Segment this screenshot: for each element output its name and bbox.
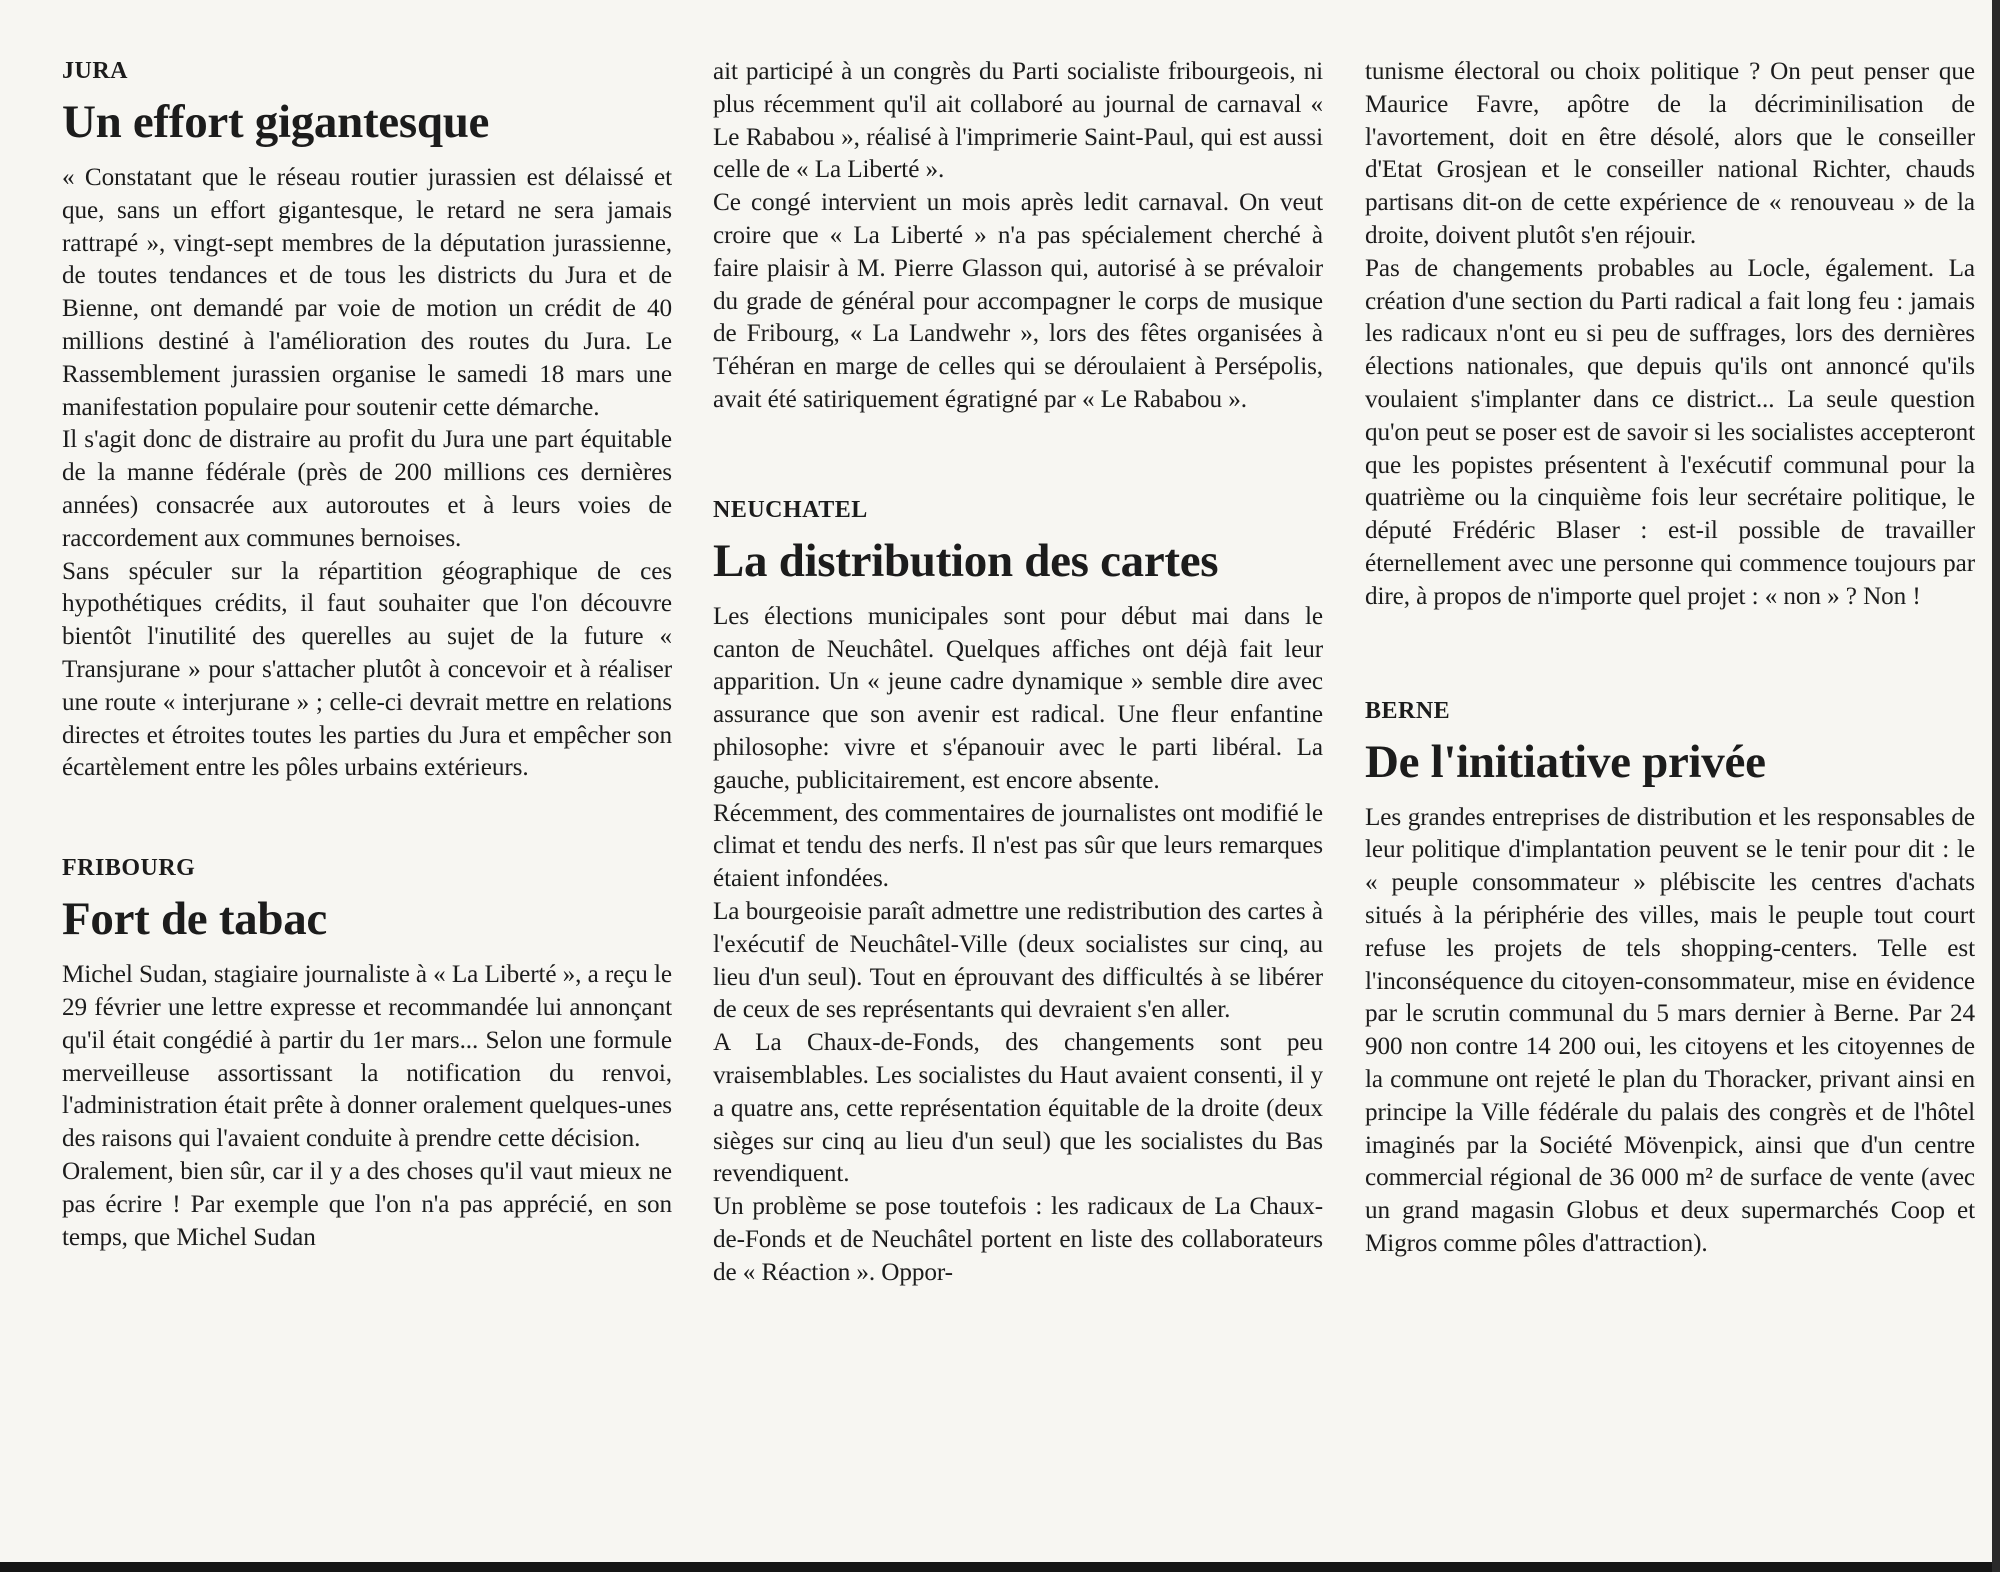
column-gap (62, 785, 672, 853)
article-title-fribourg: Fort de tabac (62, 893, 327, 946)
column-3 (1365, 56, 1975, 1261)
page-bottom-border (0, 1562, 2000, 1572)
article-paragraph: Ce congé intervient un mois après ledit carnaval. On veut croire que « La Liberté » n'a pas spécialement cherché à faire plaisir à M. Pierre Glasson qui, autorisé à se prévaloir du grade de général pour accompagner le corps de musique de Fribourg, « La Landwehr », lors des fêtes organisées à Téhéran en marge de celles qui se déroulaient à Persépolis, avait été satiriquement égratigné par « Le Rababou ». (713, 189, 1323, 413)
article-paragraph: « Constatant que le réseau routier jurassien est délaissé et que, sans un effort gigantesque, le retard ne sera jamais rattrapé », vingt-sept membres de la députation jurassienne, de toutes tendances et de tous les districts du Jura et de Bienne, ont demandé par voie de motion un crédit de 40 millions destiné à l'amélioration des routes du Jura. Le Rassemblement jurassien organise le samedi 18 mars une manifestation populaire pour soutenir cette démarche. (62, 164, 672, 421)
article-paragraph: Sans spéculer sur la répartition géographique de ces hypothétiques crédits, il faut souhaiter que l'on découvre bientôt l'inutilité des querelles au sujet de la future « Transjurane » pour s'attacher plutôt à concevoir et à réaliser une route « interjurane » ; celle-ci devrait mettre en relations directes et étroites toutes les parties du Jura et empêcher son écartèlement entre les pôles urbains extérieurs. (62, 557, 672, 782)
article-paragraph: tunisme électoral ou choix politique ? On peut penser que Maurice Favre, apôtre de la décriminilisation de l'avortement, doit en être désolé, alors que le conseiller d'Etat Grosjean et le conseiller national Richter, chauds partisans dit-on de cette expérience de « renouveau » de la droite, doivent plutôt s'en réjouir. (1365, 58, 1975, 249)
article-jura (62, 56, 672, 785)
article-paragraph: Il s'agit donc de distraire au profit du Jura une part équitable de la manne fédérale (près de 200 millions ces dernières années) consacrée aux autoroutes et à leurs voies de raccordement aux communes bernoises. (62, 426, 672, 552)
article-kicker-berne: BERNE (1365, 697, 1451, 724)
column-1 (62, 56, 672, 1254)
article-paragraph: La bourgeoisie paraît admettre une redistribution des cartes à l'exécutif de Neuchâtel-Ville (deux socialistes sur cinq, au lieu d'un seul). Tout en éprouvant des difficultés à se libérer de ceux de ses représentants qui devraient s'en aller. (713, 897, 1323, 1024)
article-kicker-fribourg: FRIBOURG (62, 855, 196, 882)
article-kicker-neuchatel: NEUCHATEL (713, 496, 868, 523)
article-berne (1365, 696, 1975, 1261)
article-neuchatel-continued (1365, 56, 1975, 614)
article-fribourg (62, 853, 672, 1254)
article-paragraph: Récemment, des commentaires de journalistes ont modifié le climat et tendu des nerfs. Il n'est pas sûr que leurs remarques étaient infondées. (713, 799, 1323, 893)
article-paragraph: ait participé à un congrès du Parti socialiste fribourgeois, ni plus récemment qu'il ait collaboré au journal de carnaval « Le Rababou », réalisé à l'imprimerie Saint-Paul, qui est aussi celle de « La Liberté ». (713, 58, 1323, 184)
article-kicker-jura: JURA (62, 58, 128, 84)
article-paragraph: Les élections municipales sont pour début mai dans le canton de Neuchâtel. Quelques affiches ont déjà fait leur apparition. Un « jeune cadre dynamique » semble dire avec assurance que son avenir est radical. Une fleur enfantine philosophe: vivre et s'épanouir avec le parti libéral. La gauche, publicitairement, est encore absente. (713, 602, 1323, 794)
article-paragraph: Michel Sudan, stagiaire journaliste à « La Liberté », a reçu le 29 février une lettre expresse et recommandée lui annonçant qu'il était congédié à partir du 1er mars... Selon une formule merveilleuse assortissant la notification du renvoi, l'administration était prête à donner oralement quelques-unes des raisons qui l'avaient conduite à prendre cette décision. (62, 961, 672, 1153)
article-title-jura: Un effort gigantesque (62, 96, 490, 148)
column-gap (1365, 614, 1975, 696)
article-paragraph: Oralement, bien sûr, car il y a des choses qu'il vaut mieux ne pas écrire ! Par exemple que l'on n'a pas apprécié, en son temps, que Michel Sudan (62, 1157, 672, 1251)
article-title-berne: De l'initiative privée (1365, 735, 1766, 788)
column-2 (713, 56, 1323, 1290)
article-title-neuchatel: La distribution des cartes (713, 534, 1219, 587)
article-paragraph: A La Chaux-de-Fonds, des changements sont peu vraisemblables. Les socialistes du Haut avaient consenti, il y a quatre ans, cette représentation équitable de la droite (deux sièges sur cinq au lieu d'un seul) que les socialistes du Bas revendiquent. (713, 1029, 1323, 1188)
article-fribourg-continued (713, 56, 1323, 417)
article-paragraph: Les grandes entreprises de distribution et les responsables de leur politique d'implantation peuvent se le tenir pour dit : le « peuple consommateur » plébiscite les centres d'achats situés à la périphérie des villes, mais le peuple tout court refuse les projets de tels shopping-centers. Telle est l'inconséquence du citoyen-consommateur, mise en évidence par le scrutin communal du 5 mars dernier à Berne. Par 24 900 non contre 14 200 oui, les citoyens et les citoyennes de la commune ont rejeté le plan du Thoracker, privant ainsi en principe la Ville fédérale du palais des congrès et de l'hôtel imaginés par la Société Mövenpick, ainsi que d'un centre commercial régional de 36 000 m² de surface de vente (avec un grand magasin Globus et deux supermarchés Coop et Migros comme pôles d'attraction). (1365, 803, 1975, 1257)
page-right-border (1992, 0, 2000, 1572)
article-neuchatel (713, 495, 1323, 1290)
article-paragraph: Pas de changements probables au Locle, également. La création d'une section du Parti radical a fait long feu : jamais les radicaux n'ont eu si peu de suffrages, lors des dernières élections nationales, que depuis qu'ils ont annoncé qu'ils voulaient s'implanter dans ce district... La seule question qu'on peut se poser est de savoir si les socialistes accepteront que les popistes présentent à l'exécutif communal pour la quatrième ou la cinquième fois leur secrétaire politique, le député Frédéric Blaser : est-il possible de travailler éternellement avec une personne qui commence toujours par dire, à propos de n'importe quel projet : « non » ? Non ! (1365, 254, 1975, 610)
column-gap (713, 417, 1323, 495)
article-paragraph: Un problème se pose toutefois : les radicaux de La Chaux-de-Fonds et de Neuchâtel portent en liste des collaborateurs de « Réaction ». Oppor- (713, 1193, 1323, 1286)
